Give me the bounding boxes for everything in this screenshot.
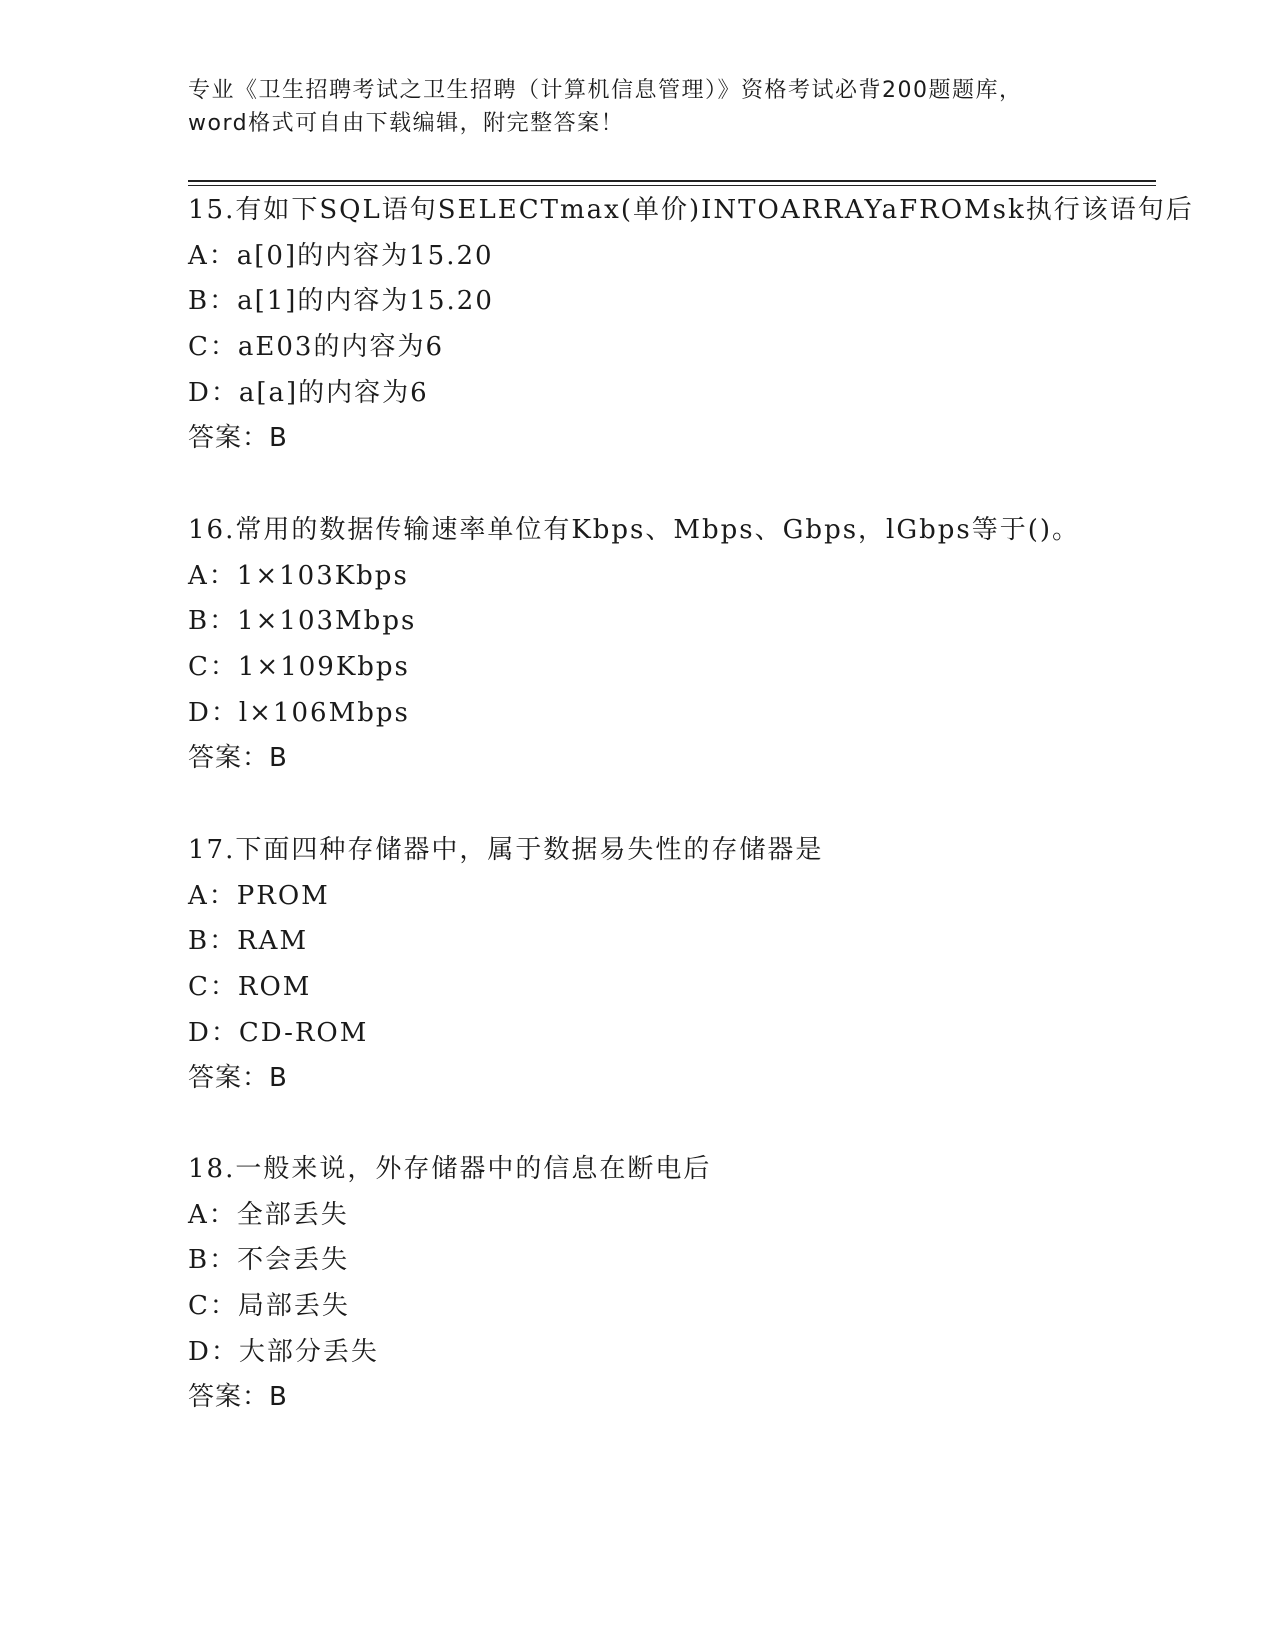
option-d: D：大部分丢失 <box>188 1336 379 1367</box>
option-a: A：PROM <box>188 880 330 911</box>
answer-line: 答案：B <box>188 1063 288 1094</box>
question-16 <box>188 508 1080 782</box>
answer-line: 答案：B <box>188 423 288 454</box>
answer-line: 答案：B <box>188 743 288 774</box>
option-a: A：全部丢失 <box>188 1199 349 1230</box>
question-stem: 17.下面四种存储器中，属于数据易失性的存储器是 <box>188 835 824 865</box>
option-a: A：1×103Kbps <box>188 560 409 591</box>
option-b: B：RAM <box>188 926 309 957</box>
question-17 <box>188 828 823 1102</box>
option-c: C：局部丢失 <box>188 1291 350 1322</box>
answer-line: 答案：B <box>188 1382 288 1413</box>
option-d: D：CD-ROM <box>188 1017 369 1048</box>
option-b: B：a[1]的内容为15.20 <box>188 286 494 317</box>
question-15 <box>188 188 1194 462</box>
header-divider-thin <box>188 185 1156 186</box>
header-line-2: word格式可自由下载编辑，附完整答案！ <box>188 111 625 136</box>
option-c: C：ROM <box>188 972 312 1003</box>
header-divider-thick <box>188 180 1156 182</box>
option-c: C：aE03的内容为6 <box>188 332 445 363</box>
option-a: A：a[0]的内容为15.20 <box>188 240 494 271</box>
header-line-1: 专业《卫生招聘考试之卫生招聘（计算机信息管理）》资格考试必背200题题库， <box>188 78 1023 103</box>
question-stem: 15.有如下SQL语句SELECTmax(单价)INTOARRAYaFROMsk执行该语句后 <box>188 195 1194 225</box>
option-d: D：a[a]的内容为6 <box>188 377 429 408</box>
option-b: B：不会丢失 <box>188 1245 350 1276</box>
option-c: C：1×109Kbps <box>188 652 410 683</box>
question-18 <box>188 1147 711 1421</box>
document-header <box>188 74 1088 140</box>
question-stem: 16.常用的数据传输速率单位有Kbps、Mbps、Gbps，lGbps等于()。 <box>188 515 1081 545</box>
option-d: D：l×106Mbps <box>188 697 410 728</box>
question-stem: 18.一般来说，外存储器中的信息在断电后 <box>188 1154 712 1184</box>
option-b: B：1×103Mbps <box>188 606 417 637</box>
